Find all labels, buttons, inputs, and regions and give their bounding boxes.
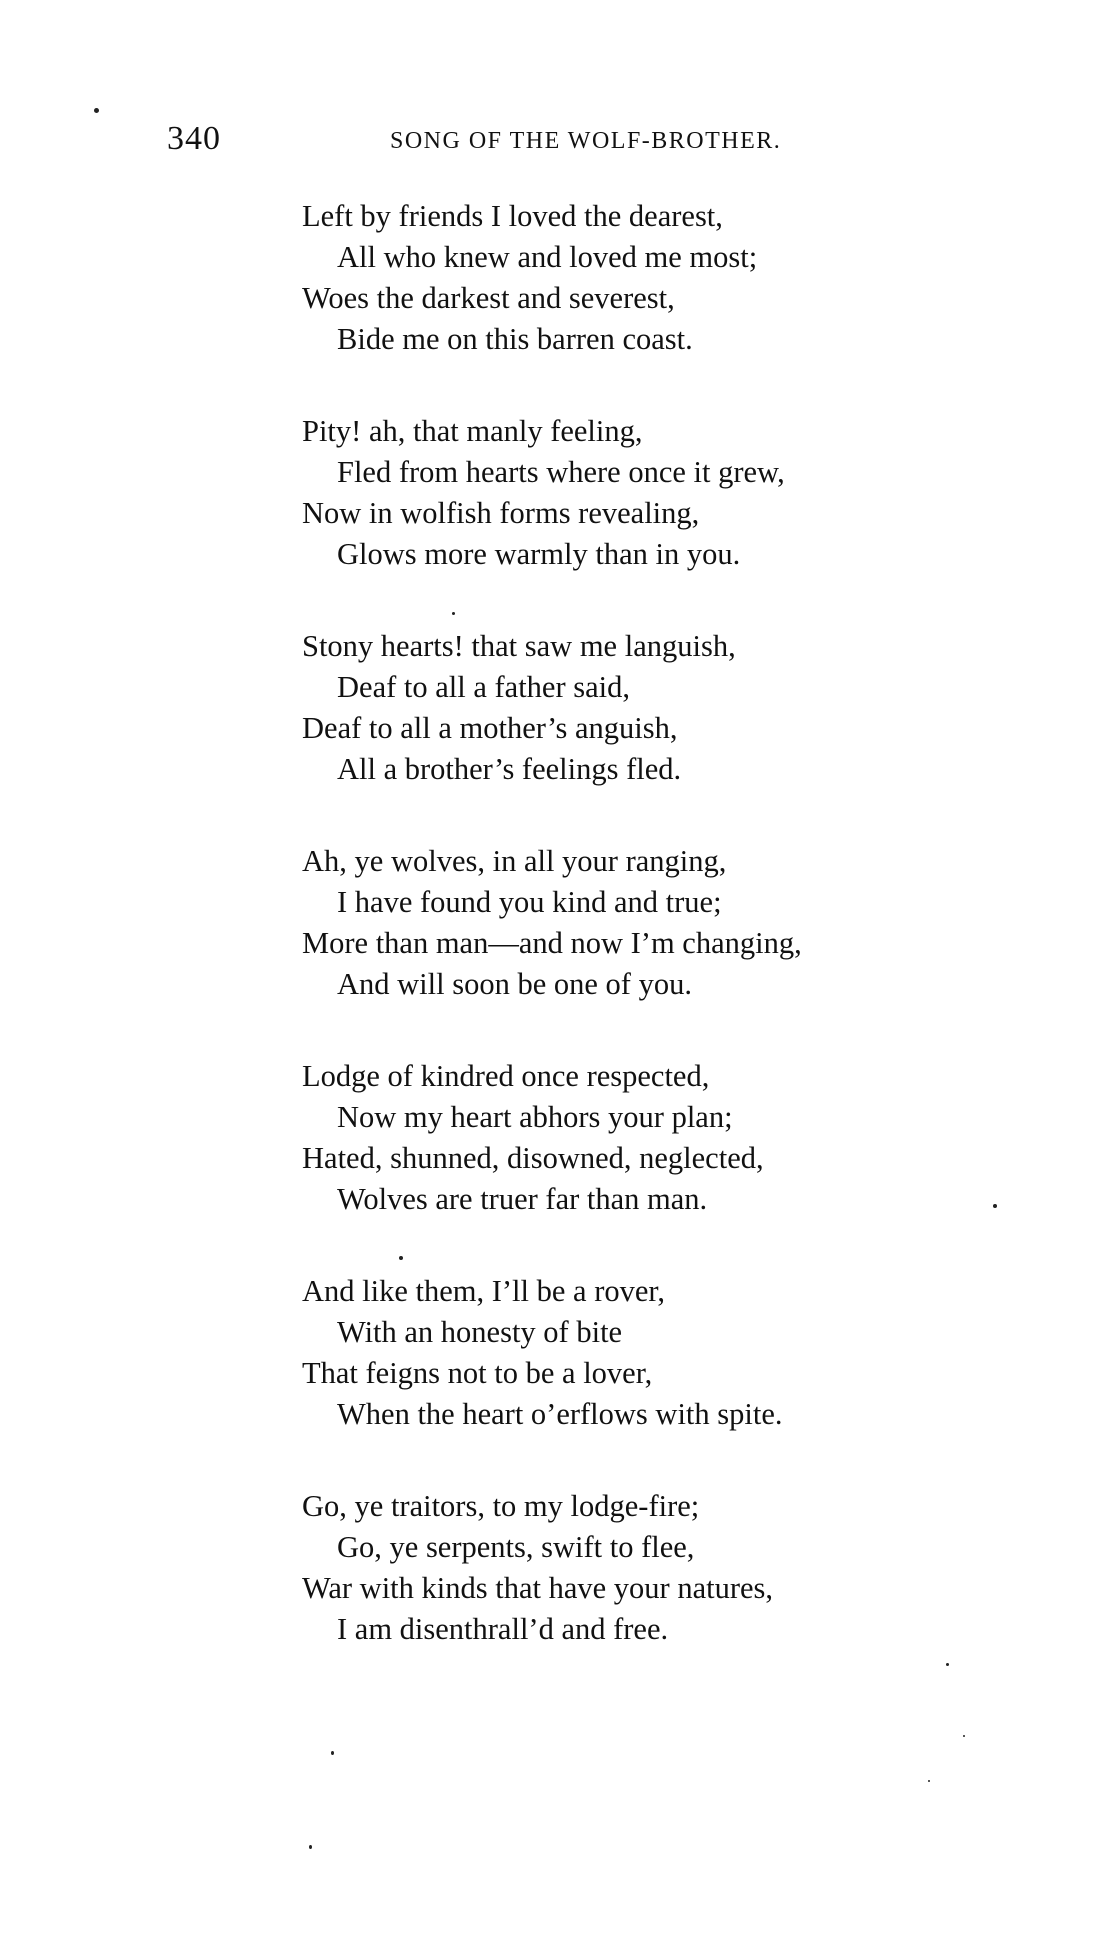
poem-line: Deaf to all a mother’s anguish, xyxy=(302,711,678,745)
page-number: 340 xyxy=(167,120,221,157)
page-header xyxy=(0,120,1098,170)
poem xyxy=(302,196,1042,1701)
poem-line: And will soon be one of you. xyxy=(337,967,692,1001)
poem-line: Wolves are truer far than man. xyxy=(337,1182,708,1216)
poem-line: Fled from hearts where once it grew, xyxy=(337,455,785,489)
poem-line: More than man—and now I’m changing, xyxy=(302,926,802,960)
stanza xyxy=(302,411,1042,575)
poem-line: I am disenthrall’d and free. xyxy=(337,1612,669,1646)
stanza xyxy=(302,841,1042,1005)
poem-line: Now in wolfish forms revealing, xyxy=(302,496,700,530)
poem-line: Ah, ye wolves, in all your ranging, xyxy=(302,844,727,878)
poem-line: Go, ye serpents, swift to flee, xyxy=(337,1530,695,1564)
running-title: SONG OF THE WOLF-BROTHER. xyxy=(390,128,782,154)
poem-line: Hated, shunned, disowned, neglected, xyxy=(302,1141,764,1175)
scan-speck xyxy=(928,1780,930,1782)
scan-speck xyxy=(993,1204,997,1208)
poem-line: Glows more warmly than in you. xyxy=(337,537,741,571)
stanza xyxy=(302,1056,1042,1220)
poem-line: Stony hearts! that saw me languish, xyxy=(302,629,736,663)
poem-line: Now my heart abhors your plan; xyxy=(337,1100,733,1134)
poem-line: Pity! ah, that manly feeling, xyxy=(302,414,643,448)
poem-line: That feigns not to be a lover, xyxy=(302,1356,653,1390)
stanza xyxy=(302,196,1042,360)
poem-line: Left by friends I loved the dearest, xyxy=(302,199,723,233)
poem-line: I have found you kind and true; xyxy=(337,885,722,919)
poem-line: Lodge of kindred once respected, xyxy=(302,1059,710,1093)
poem-line: Woes the darkest and severest, xyxy=(302,281,675,315)
scan-speck xyxy=(399,1256,403,1260)
poem-line: All who knew and loved me most; xyxy=(337,240,758,274)
scan-speck xyxy=(452,612,455,615)
poem-line: With an honesty of bite xyxy=(337,1315,623,1349)
poem-line: All a brother’s feelings fled. xyxy=(337,752,682,786)
poem-line: Deaf to all a father said, xyxy=(337,670,630,704)
poem-line: Bide me on this barren coast. xyxy=(337,322,693,356)
stanza xyxy=(302,626,1042,790)
poem-line: Go, ye traitors, to my lodge-fire; xyxy=(302,1489,700,1523)
poem-line: And like them, I’ll be a rover, xyxy=(302,1274,665,1308)
poem-line: War with kinds that have your natures, xyxy=(302,1571,774,1605)
stanza xyxy=(302,1271,1042,1435)
scan-speck xyxy=(946,1663,949,1666)
scan-speck xyxy=(331,1751,334,1755)
stanza xyxy=(302,1486,1042,1650)
poem-line: When the heart o’erflows with spite. xyxy=(337,1397,783,1431)
scan-speck xyxy=(963,1735,965,1737)
scan-speck xyxy=(94,108,99,113)
scan-speck xyxy=(309,1845,312,1849)
